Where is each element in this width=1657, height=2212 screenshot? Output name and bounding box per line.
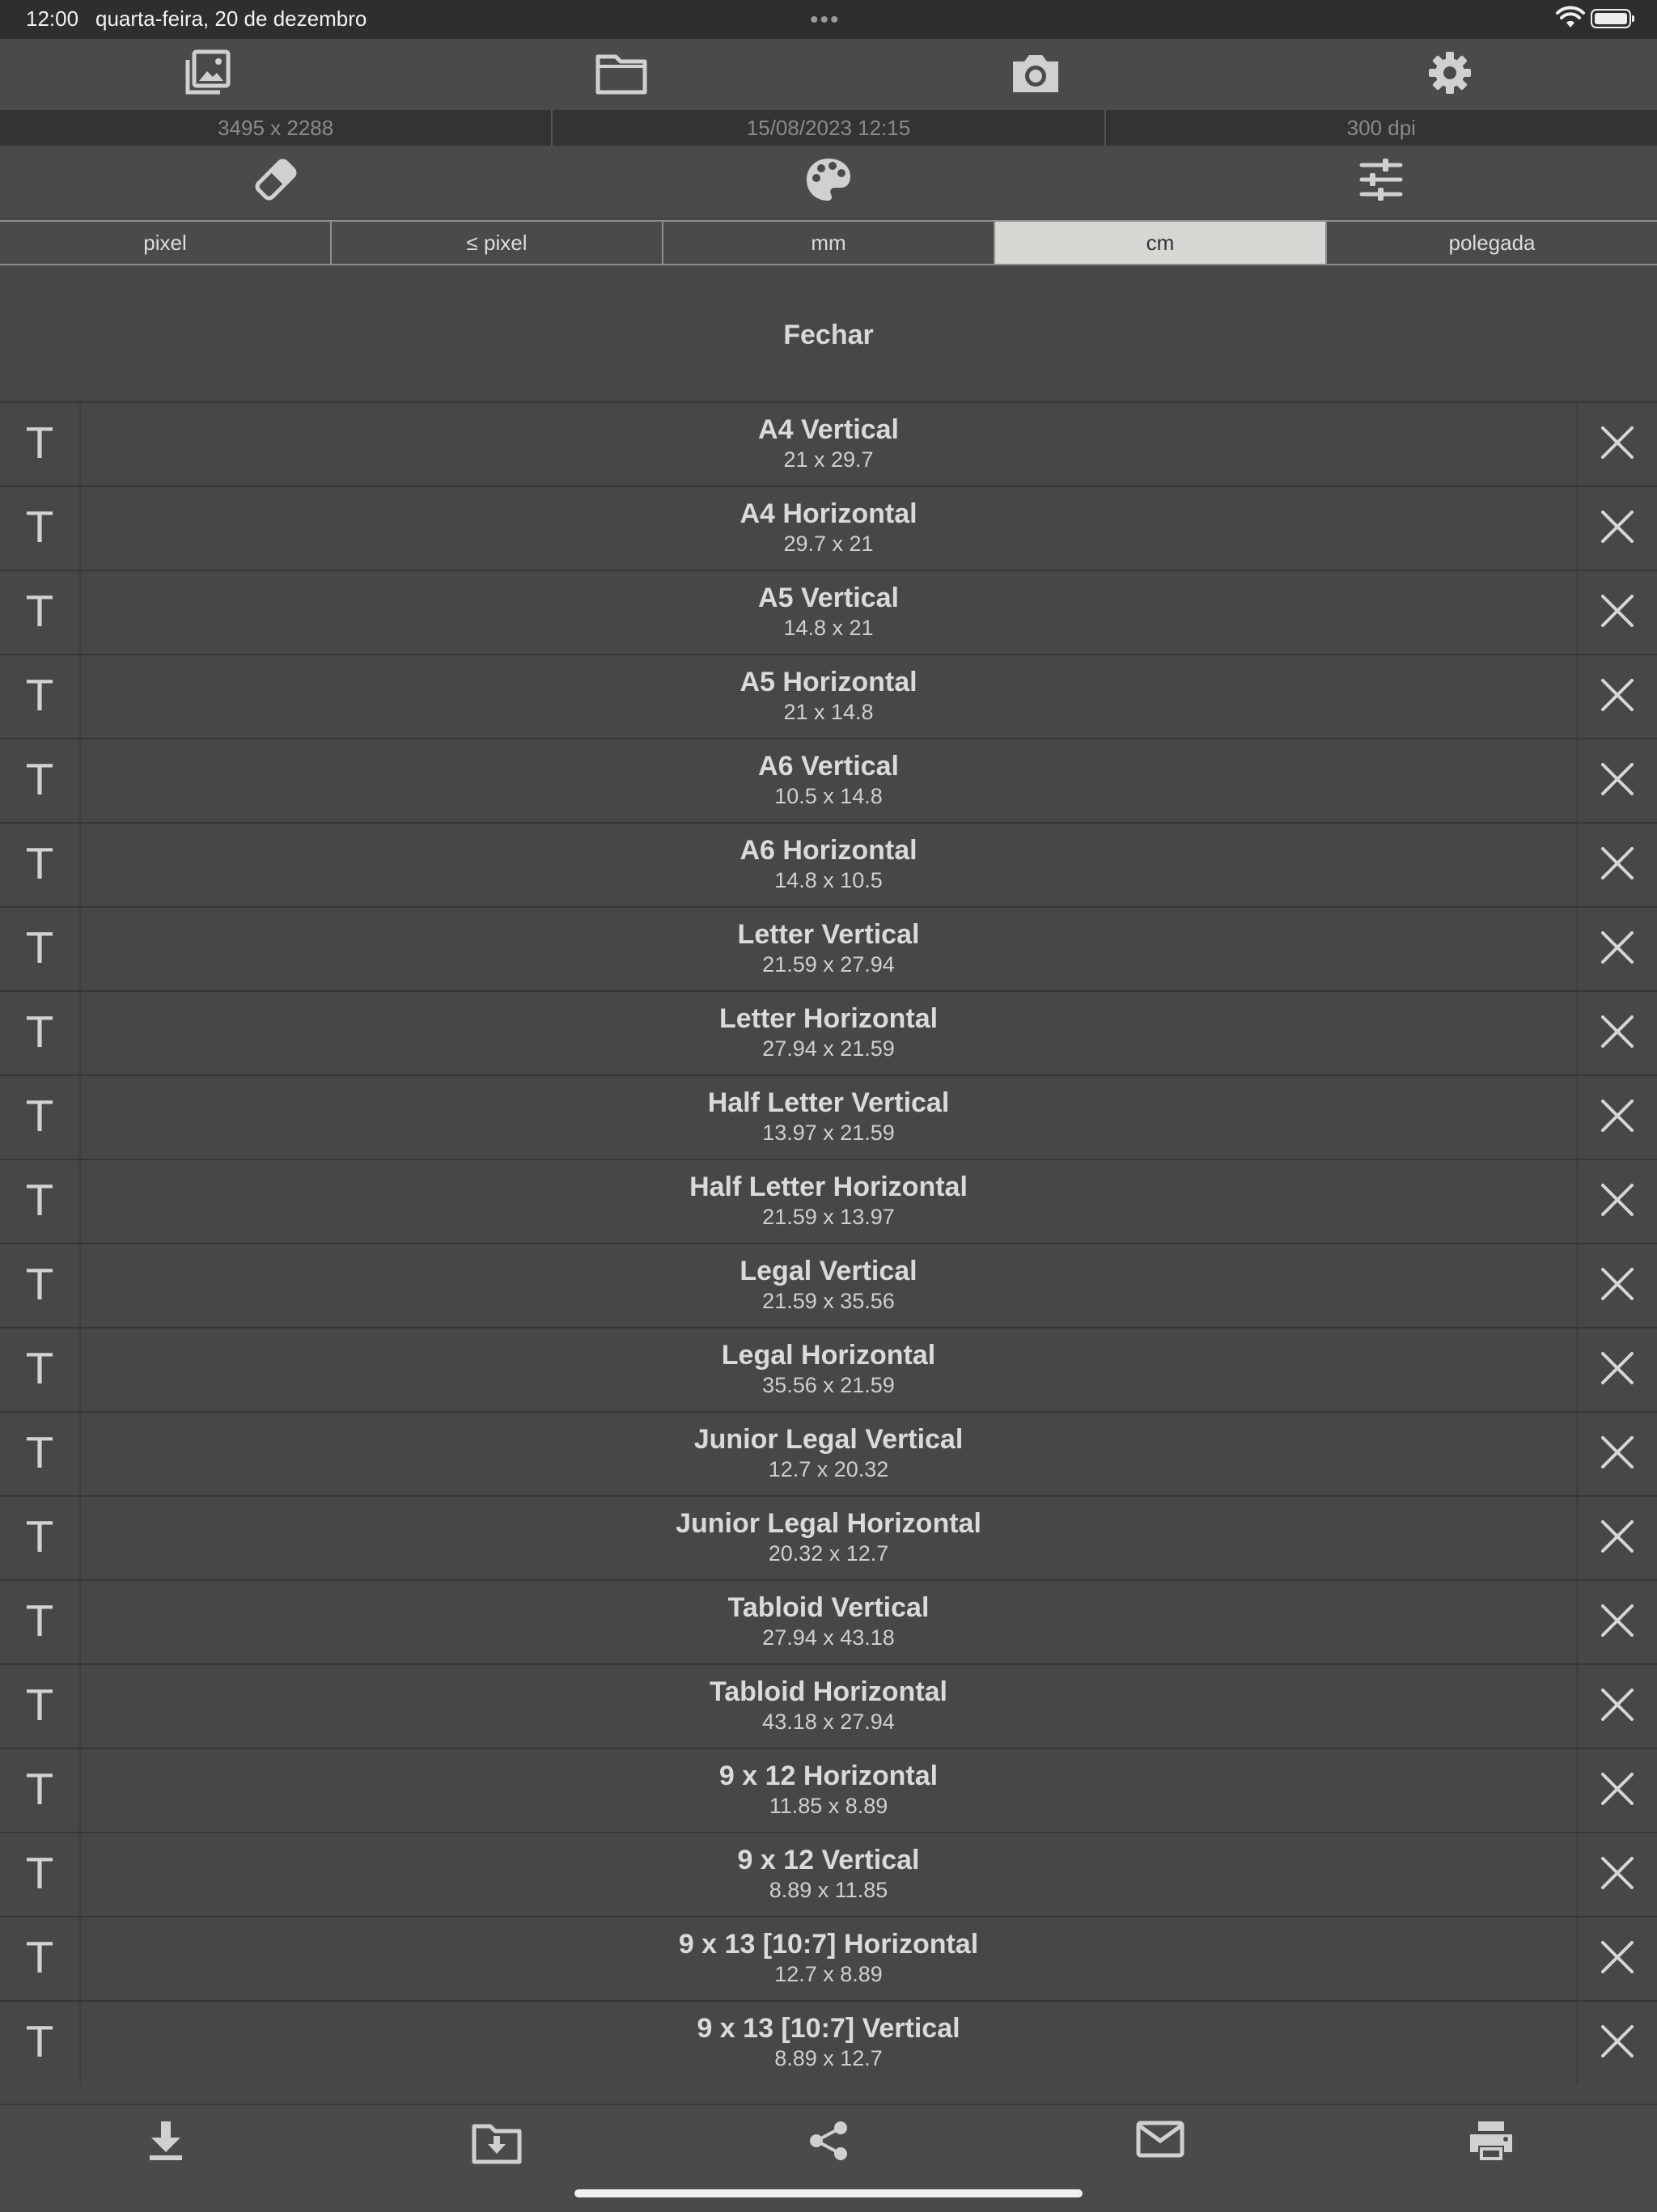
preset-title: 9 x 12 Vertical <box>737 1845 920 1875</box>
close-icon <box>1600 845 1635 885</box>
delete-preset-button[interactable] <box>1576 1244 1657 1327</box>
preset-dimensions: 10.5 x 14.8 <box>774 784 883 808</box>
preset-row[interactable] <box>0 401 1657 485</box>
status-bar <box>0 0 1657 39</box>
preset-row[interactable] <box>0 2000 1657 2084</box>
preset-dimensions: 21 x 14.8 <box>783 700 874 724</box>
preset-info <box>81 1086 1576 1146</box>
rename-preset-button[interactable]: T <box>0 739 81 822</box>
preset-title: Tabloid Horizontal <box>709 1676 947 1707</box>
close-icon <box>1600 1771 1635 1811</box>
preset-title: A4 Vertical <box>758 414 899 445</box>
preset-info <box>81 1759 1576 1819</box>
preset-info <box>81 1591 1576 1651</box>
home-indicator[interactable] <box>574 2189 1083 2197</box>
delete-preset-button[interactable] <box>1576 908 1657 990</box>
folder-icon <box>595 50 648 100</box>
unit-option-cm[interactable]: cm <box>995 222 1327 264</box>
preset-row[interactable] <box>0 1579 1657 1663</box>
preset-dimensions: 8.89 x 11.85 <box>769 1878 888 1902</box>
adjustments-button[interactable] <box>1104 146 1657 217</box>
image-dpi: 300 dpi <box>1346 116 1416 140</box>
palette-button[interactable] <box>553 146 1105 217</box>
preset-title: Junior Legal Vertical <box>693 1424 964 1455</box>
preset-dimensions: 21.59 x 27.94 <box>762 952 895 977</box>
preset-title: Tabloid Vertical <box>727 1592 930 1623</box>
preset-info <box>81 1338 1576 1398</box>
image-datetime: 15/08/2023 12:15 <box>553 110 1105 146</box>
rename-preset-button[interactable]: T <box>0 1076 81 1159</box>
preset-row[interactable] <box>0 485 1657 570</box>
multitasking-dots[interactable]: ••• <box>810 6 841 33</box>
share-icon <box>807 2120 850 2212</box>
preset-info <box>81 1506 1576 1566</box>
preset-title: A5 Vertical <box>758 583 899 613</box>
top-toolbar <box>0 39 1657 110</box>
rename-preset-button[interactable]: T <box>0 1917 81 2000</box>
preset-info <box>81 581 1576 641</box>
image-dimensions: 3495 x 2288 <box>0 110 553 146</box>
preset-title: Junior Legal Horizontal <box>676 1508 981 1539</box>
photo-library-icon <box>183 49 231 101</box>
rename-preset-button[interactable]: T <box>0 1160 81 1243</box>
rename-preset-button[interactable]: T <box>0 2002 81 2084</box>
preset-row[interactable] <box>0 1327 1657 1411</box>
camera-button[interactable] <box>828 39 1243 110</box>
preset-dimensions: 21 x 29.7 <box>783 447 874 472</box>
close-icon <box>1600 1350 1635 1390</box>
delete-preset-button[interactable] <box>1576 739 1657 822</box>
print-icon <box>1467 2120 1515 2212</box>
delete-preset-button[interactable] <box>1576 1581 1657 1663</box>
preset-title: 9 x 13 [10:7] Vertical <box>697 2013 960 2044</box>
rename-preset-button[interactable]: T <box>0 992 81 1074</box>
rename-preset-button[interactable]: T <box>0 1665 81 1748</box>
delete-preset-button[interactable] <box>1576 1665 1657 1748</box>
preset-title: A6 Horizontal <box>740 835 917 866</box>
preset-row[interactable] <box>0 1916 1657 2000</box>
sliders-icon <box>1358 157 1404 206</box>
preset-info <box>81 1254 1576 1314</box>
preset-info <box>81 833 1576 893</box>
close-icon <box>1600 509 1635 549</box>
delete-preset-button[interactable] <box>1576 1497 1657 1579</box>
rename-preset-button[interactable]: T <box>0 824 81 906</box>
wifi-icon <box>1557 8 1584 33</box>
rename-preset-button[interactable]: T <box>0 1581 81 1663</box>
download-icon <box>146 2120 185 2212</box>
preset-dimensions: 14.8 x 21 <box>783 616 874 640</box>
delete-preset-button[interactable] <box>1576 403 1657 485</box>
preset-info <box>81 1843 1576 1903</box>
close-icon <box>1600 761 1635 801</box>
rename-preset-button[interactable]: T <box>0 1833 81 1916</box>
unit-option-max-pixel[interactable]: ≤ pixel <box>332 222 663 264</box>
preset-info <box>81 917 1576 977</box>
preset-dimensions: 13.97 x 21.59 <box>762 1121 895 1145</box>
settings-button[interactable] <box>1243 39 1657 110</box>
close-icon <box>1600 930 1635 969</box>
close-icon <box>1600 1266 1635 1306</box>
rename-preset-button[interactable]: T <box>0 487 81 570</box>
rename-preset-button[interactable]: T <box>0 1749 81 1832</box>
delete-preset-button[interactable] <box>1576 1749 1657 1832</box>
preset-title: 9 x 13 [10:7] Horizontal <box>678 1929 979 1960</box>
close-icon <box>1600 2023 1635 2063</box>
close-icon <box>1600 1687 1635 1727</box>
download-button[interactable] <box>0 2105 332 2212</box>
delete-preset-button[interactable] <box>1576 992 1657 1074</box>
unit-option-inch[interactable]: polegada <box>1448 231 1536 255</box>
preset-info <box>81 1170 1576 1230</box>
battery-icon <box>1591 9 1631 28</box>
preset-row[interactable] <box>0 1159 1657 1243</box>
close-icon <box>1600 1182 1635 1222</box>
delete-preset-button[interactable] <box>1576 1328 1657 1411</box>
preset-info <box>81 665 1576 725</box>
rename-preset-button[interactable]: T <box>0 1328 81 1411</box>
close-icon <box>1600 1098 1635 1138</box>
close-icon <box>1600 593 1635 633</box>
preset-dimensions: 21.59 x 13.97 <box>762 1205 895 1229</box>
preset-dimensions: 14.8 x 10.5 <box>774 868 883 892</box>
preset-info <box>81 1675 1576 1735</box>
preset-dimensions: 12.7 x 20.32 <box>768 1457 889 1481</box>
preset-info <box>81 413 1576 472</box>
delete-preset-button[interactable] <box>1576 1160 1657 1243</box>
rename-preset-button[interactable]: T <box>0 655 81 738</box>
preset-dimensions: 43.18 x 27.94 <box>762 1710 895 1734</box>
preset-row[interactable] <box>0 1832 1657 1916</box>
preset-title: Half Letter Horizontal <box>689 1172 968 1202</box>
delete-preset-button[interactable] <box>1576 487 1657 570</box>
close-icon <box>1600 1603 1635 1642</box>
delete-preset-button[interactable] <box>1576 1917 1657 2000</box>
preset-dimensions: 29.7 x 21 <box>783 532 874 556</box>
preset-list <box>0 401 1657 2070</box>
close-button[interactable] <box>0 269 1657 403</box>
delete-preset-button[interactable] <box>1576 1413 1657 1495</box>
preset-row[interactable] <box>0 1243 1657 1327</box>
gear-icon <box>1426 49 1474 101</box>
print-button[interactable] <box>1325 2105 1657 2212</box>
photo-library-button[interactable] <box>0 39 414 110</box>
preset-dimensions: 11.85 x 8.89 <box>769 1794 888 1818</box>
preset-row[interactable] <box>0 570 1657 654</box>
close-label: Fechar <box>783 319 874 350</box>
preset-dimensions: 35.56 x 21.59 <box>762 1373 895 1397</box>
close-icon <box>1600 425 1635 464</box>
preset-dimensions: 12.7 x 8.89 <box>774 1962 883 1986</box>
preset-info <box>81 1002 1576 1062</box>
close-icon <box>1600 1939 1635 1979</box>
close-icon <box>1600 1519 1635 1558</box>
delete-preset-button[interactable] <box>1576 655 1657 738</box>
camera-icon <box>1010 50 1062 100</box>
preset-row[interactable] <box>0 738 1657 822</box>
preset-title: A5 Horizontal <box>740 667 917 697</box>
preset-title: 9 x 12 Horizontal <box>718 1761 939 1791</box>
delete-preset-button[interactable] <box>1576 2002 1657 2084</box>
preset-row[interactable] <box>0 1748 1657 1832</box>
preset-info <box>81 1422 1576 1482</box>
preset-info <box>81 497 1576 557</box>
delete-preset-button[interactable] <box>1576 824 1657 906</box>
preset-title: A6 Vertical <box>758 751 899 782</box>
preset-row[interactable] <box>0 906 1657 990</box>
eraser-button[interactable] <box>0 146 553 217</box>
preset-row[interactable] <box>0 990 1657 1074</box>
preset-info <box>81 2011 1576 2071</box>
preset-row[interactable] <box>0 1495 1657 1579</box>
preset-dimensions: 27.94 x 43.18 <box>762 1625 895 1650</box>
eraser-icon <box>252 155 300 208</box>
preset-row[interactable] <box>0 1411 1657 1495</box>
mail-icon <box>1136 2120 1184 2212</box>
preset-dimensions: 27.94 x 21.59 <box>762 1036 895 1061</box>
unit-option-mm[interactable]: mm <box>663 222 995 264</box>
preset-dimensions: 20.32 x 12.7 <box>768 1541 889 1566</box>
preset-info <box>81 749 1576 809</box>
edit-toolbar <box>0 146 1657 217</box>
rename-preset-button[interactable]: T <box>0 1413 81 1495</box>
rename-preset-button[interactable]: T <box>0 1497 81 1579</box>
preset-title: Letter Vertical <box>737 919 920 950</box>
folder-button[interactable] <box>414 39 828 110</box>
preset-info <box>81 1927 1576 1987</box>
preset-dimensions: 8.89 x 12.7 <box>774 2046 883 2070</box>
close-icon <box>1600 677 1635 717</box>
delete-preset-button[interactable] <box>1576 1833 1657 1916</box>
preset-row[interactable] <box>0 822 1657 906</box>
image-info-bar <box>0 110 1657 146</box>
delete-preset-button[interactable] <box>1576 1076 1657 1159</box>
preset-title: A4 Horizontal <box>740 498 917 529</box>
unit-selector <box>0 220 1657 265</box>
close-icon <box>1600 1014 1635 1053</box>
folder-download-icon <box>471 2120 523 2212</box>
preset-row[interactable] <box>0 654 1657 738</box>
close-icon <box>1600 1434 1635 1474</box>
preset-title: Half Letter Vertical <box>707 1087 950 1118</box>
preset-title: Legal Vertical <box>740 1256 917 1286</box>
close-icon <box>1600 1855 1635 1895</box>
preset-row[interactable] <box>0 1074 1657 1159</box>
preset-title: Letter Horizontal <box>718 1003 939 1034</box>
rename-preset-button[interactable]: T <box>0 1244 81 1327</box>
preset-dimensions: 21.59 x 35.56 <box>762 1289 895 1313</box>
palette-icon <box>803 155 854 208</box>
rename-preset-button[interactable]: T <box>0 403 81 485</box>
status-time: 12:00 <box>26 6 79 31</box>
unit-option-pixel[interactable]: pixel <box>0 222 332 264</box>
preset-row[interactable] <box>0 1663 1657 1748</box>
preset-title: Legal Horizontal <box>721 1340 936 1371</box>
status-date: quarta-feira, 20 de dezembro <box>95 6 367 31</box>
rename-preset-button[interactable]: T <box>0 908 81 990</box>
rename-preset-button[interactable]: T <box>0 571 81 654</box>
delete-preset-button[interactable] <box>1576 571 1657 654</box>
